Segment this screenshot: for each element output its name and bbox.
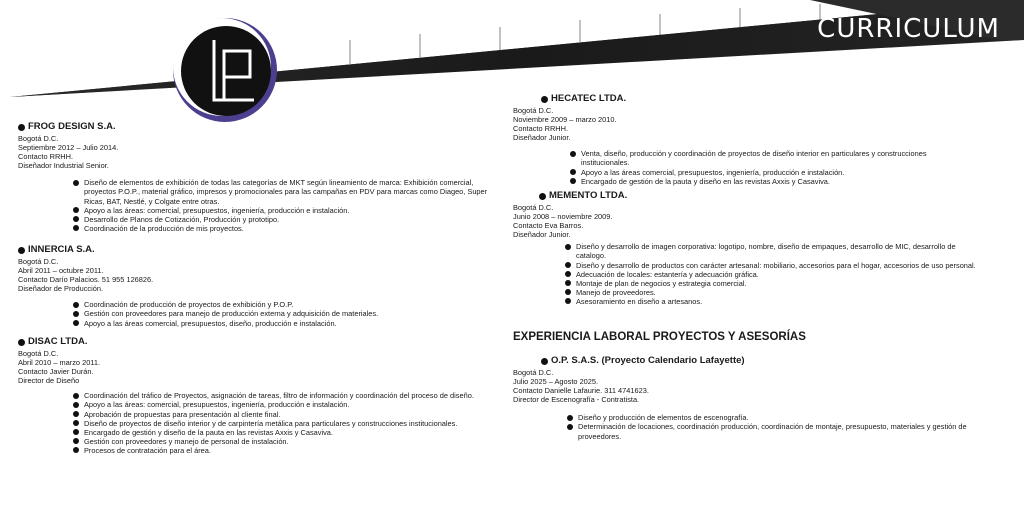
duty-item: Coordinación de producción de proyectos de exhibición y P.O.P. [84,300,499,309]
duty-item: Diseño y desarrollo de imagen corporativa: logotipo, nombre, diseño de empaques, desarrollo de MIC, desarrollo de catalogo. [576,242,976,260]
job-frog-design [18,121,498,233]
duty-item: Apoyo a las áreas comercial, presupuestos, diseño, producción e instalación. [84,319,499,328]
duty-item: Determinación de locaciones, coordinación producción, coordinación de montaje, presupuesto, materiales y gestión de proveedores. [578,422,1003,440]
job-contact: Contacto Eva Barros. [513,221,584,231]
company-name: HECATEC LTDA. [551,93,627,104]
duty-item: Encargado de gestión de la pauta y diseño en las revistas Axxis y Casaviva. [581,177,971,186]
duty-item: Coordinación de la producción de mis proyectos. [84,224,499,233]
job-memento [513,190,1003,306]
job-role: Diseñador Junior. [513,133,571,143]
job-op-sas [513,355,1003,441]
duty-item: Asesoramiento en diseño a artesanos. [576,297,976,306]
job-innercia [18,244,498,328]
job-contact: Contacto Javier Durán. [18,367,94,377]
job-contact: Contacto Darío Palacios. 51 955 126826. [18,275,154,285]
duty-item: Procesos de contratación para el área. [84,446,484,455]
duty-item: Coordinación del tráfico de Proyectos, asignación de tareas, filtro de información y coordinación del proceso de diseño. [84,391,484,400]
job-dates: Septiembre 2012 – Julio 2014. [18,143,119,153]
job-city: Bogotá D.C. [18,257,59,266]
duty-item: Adecuación de locales: estantería y adecuación gráfica. [576,270,976,279]
company-name: MEMENTO LTDA. [549,190,628,201]
job-dates: Julio 2025 – Agosto 2025. [513,377,599,387]
job-dates: Noviembre 2009 – marzo 2010. [513,115,617,125]
duty-item: Gestión con proveedores y manejo de personal de instalación. [84,437,484,446]
job-dates: Junio 2008 – noviembre 2009. [513,212,613,222]
company-name: O.P. S.A.S. (Proyecto Calendario Lafayette) [551,355,745,366]
job-city: Bogotá D.C. [18,134,59,143]
bullet-icon [18,339,25,346]
duty-item: Diseño y producción de elementos de escenografía. [578,413,1003,422]
job-dates: Abril 2011 – octubre 2011. [18,266,104,276]
duty-item: Montaje de plan de negocios y estrategia comercial. [576,279,976,288]
duty-item: Gestión con proveedores para manejo de producción externa y adquisición de materiales. [84,309,499,318]
job-contact: Contacto RRHH. [513,124,569,134]
bullet-icon [18,124,25,131]
job-city: Bogotá D.C. [18,349,59,358]
bullet-icon [541,96,548,103]
job-city: Bogotá D.C. [513,368,554,377]
duty-item: Diseño de elementos de exhibición de todas las categorías de MKT según lineamiento de marca: Exhibición comercial, proyectos P.O.P., material gráfico, impresos y promocionales para las campañas en PDV para marcas como Diageo, Super Ricas, BAT, Nestlé, y Colgate entre otras. [84,178,499,205]
duty-item: Diseño de proyectos de diseño interior y de carpintería metálica para particulares y construcciones institucionales. [84,419,484,428]
duty-item: Apoyo a las áreas: comercial, presupuestos, ingeniería, producción e instalación. [84,206,499,215]
duty-item: Aprobación de propuestas para presentación al cliente final. [84,410,484,419]
job-role: Diseñador Junior. [513,230,571,240]
company-name: DISAC LTDA. [28,336,88,347]
job-disac [18,336,498,455]
duty-item: Apoyo a las áreas comercial, presupuestos, ingeniería, producción e instalación. [581,168,971,177]
duty-item: Venta, diseño, producción y coordinación de proyectos de diseño interior en particulares y construcciones institucionales. [581,149,971,167]
bullet-icon [18,247,25,254]
job-contact: Contacto Danielle Lafaurie. 311 4741623. [513,386,649,396]
company-name: INNERCIA S.A. [28,244,95,255]
lp-logo-icon [170,15,280,125]
duty-item: Diseño y desarrollo de productos con carácter artesanal: mobiliario, accesorios para el hogar, accesorios de uso personal. [576,260,976,270]
job-role: Diseñador Industrial Senior. [18,161,109,171]
job-hecatec [513,93,1003,186]
duty-item: Apoyo a las áreas: comercial, presupuestos, ingeniería, producción e instalación. [84,400,484,409]
duty-item: Encargado de gestión y diseño de la pauta en las revistas Axxis y Casaviva. [84,428,484,437]
bullet-icon [541,358,548,365]
job-city: Bogotá D.C. [513,106,554,115]
job-contact: Contacto RRHH. [18,152,74,162]
duty-item: Manejo de proveedores. [576,288,976,297]
job-role: Diseñador de Producción. [18,284,104,294]
job-dates: Abril 2010 – marzo 2011. [18,358,101,368]
job-role: Director de Escenografía - Contratista. [513,395,640,405]
bullet-icon [539,193,546,200]
duty-item: Desarrollo de Planos de Cotización, Producción y prototipo. [84,215,499,224]
company-name: FROG DESIGN S.A. [28,121,116,132]
section-heading: EXPERIENCIA LABORAL PROYECTOS Y ASESORÍAS [513,331,806,343]
job-role: Director de Diseño [18,376,80,386]
page-title: CURRICULUM [817,14,1000,44]
job-city: Bogotá D.C. [513,203,554,212]
